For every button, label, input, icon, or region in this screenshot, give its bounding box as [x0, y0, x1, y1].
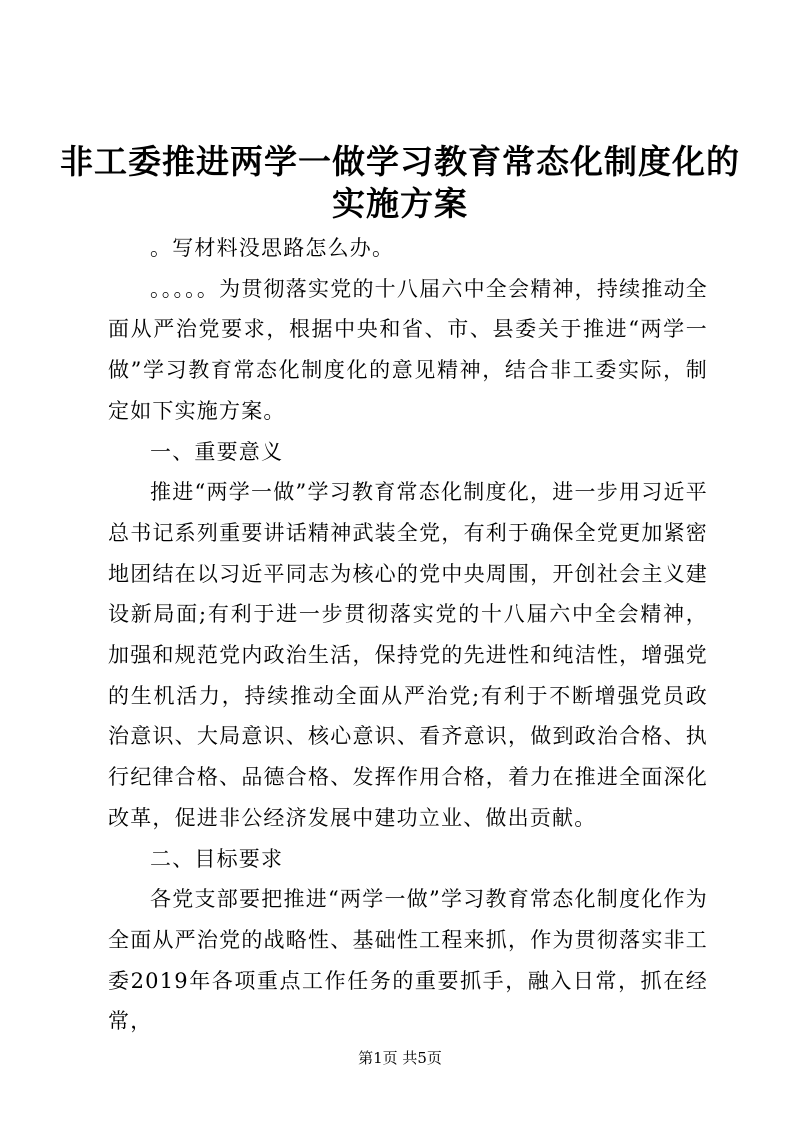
document-title-line-1: 非工委推进两学一做学习教育常态化制度化的: [60, 142, 740, 181]
paragraph-significance: 推进“两学一做”学习教育常态化制度化，进一步用习近平总书记系列重要讲话精神武装全党，有利于确保全党更加紧密地团结在以习近平同志为核心的党中央周围，开创社会主义建设新局面;有利于进一步贯彻落实党的十八届六中全会精神，加强和规范党内政治生活，保持党的先进性和纯洁性，增强党的生机活力，持续推动全面从严治党;有利于不断增强党员政治意识、大局意识、核心意识、看齐意识，做到政治合格、执行纪律合格、品德合格、发挥作用合格，着力在推进全面深化改革，促进非公经济发展中建功立业、做出贡献。: [108, 480, 708, 830]
paragraph-intro: 。。。。。为贯彻落实党的十八届六中全会精神，持续推动全面从严治党要求，根据中央和省、市、县委关于推进“两学一做”学习教育常态化制度化的意见精神，结合非工委实际，制定如下实施方案。: [108, 276, 708, 423]
page-footer: 第1页 共5页: [358, 1049, 442, 1067]
document-title-line-2: 实施方案: [332, 184, 468, 223]
document-body: [108, 228, 708, 1042]
paragraph-note: 。写材料没思路怎么办。: [150, 236, 395, 260]
section-heading-goals: 二、目标要求: [150, 846, 284, 871]
section-heading-significance: 一、重要意义: [150, 439, 284, 464]
paragraph-goals: 各党支部要把推进“两学一做”学习教育常态化制度化作为全面从严治党的战略性、基础性工程来抓，作为贯彻落实非工委2019年各项重点工作任务的重要抓手，融入日常，抓在经常，: [108, 887, 708, 1034]
